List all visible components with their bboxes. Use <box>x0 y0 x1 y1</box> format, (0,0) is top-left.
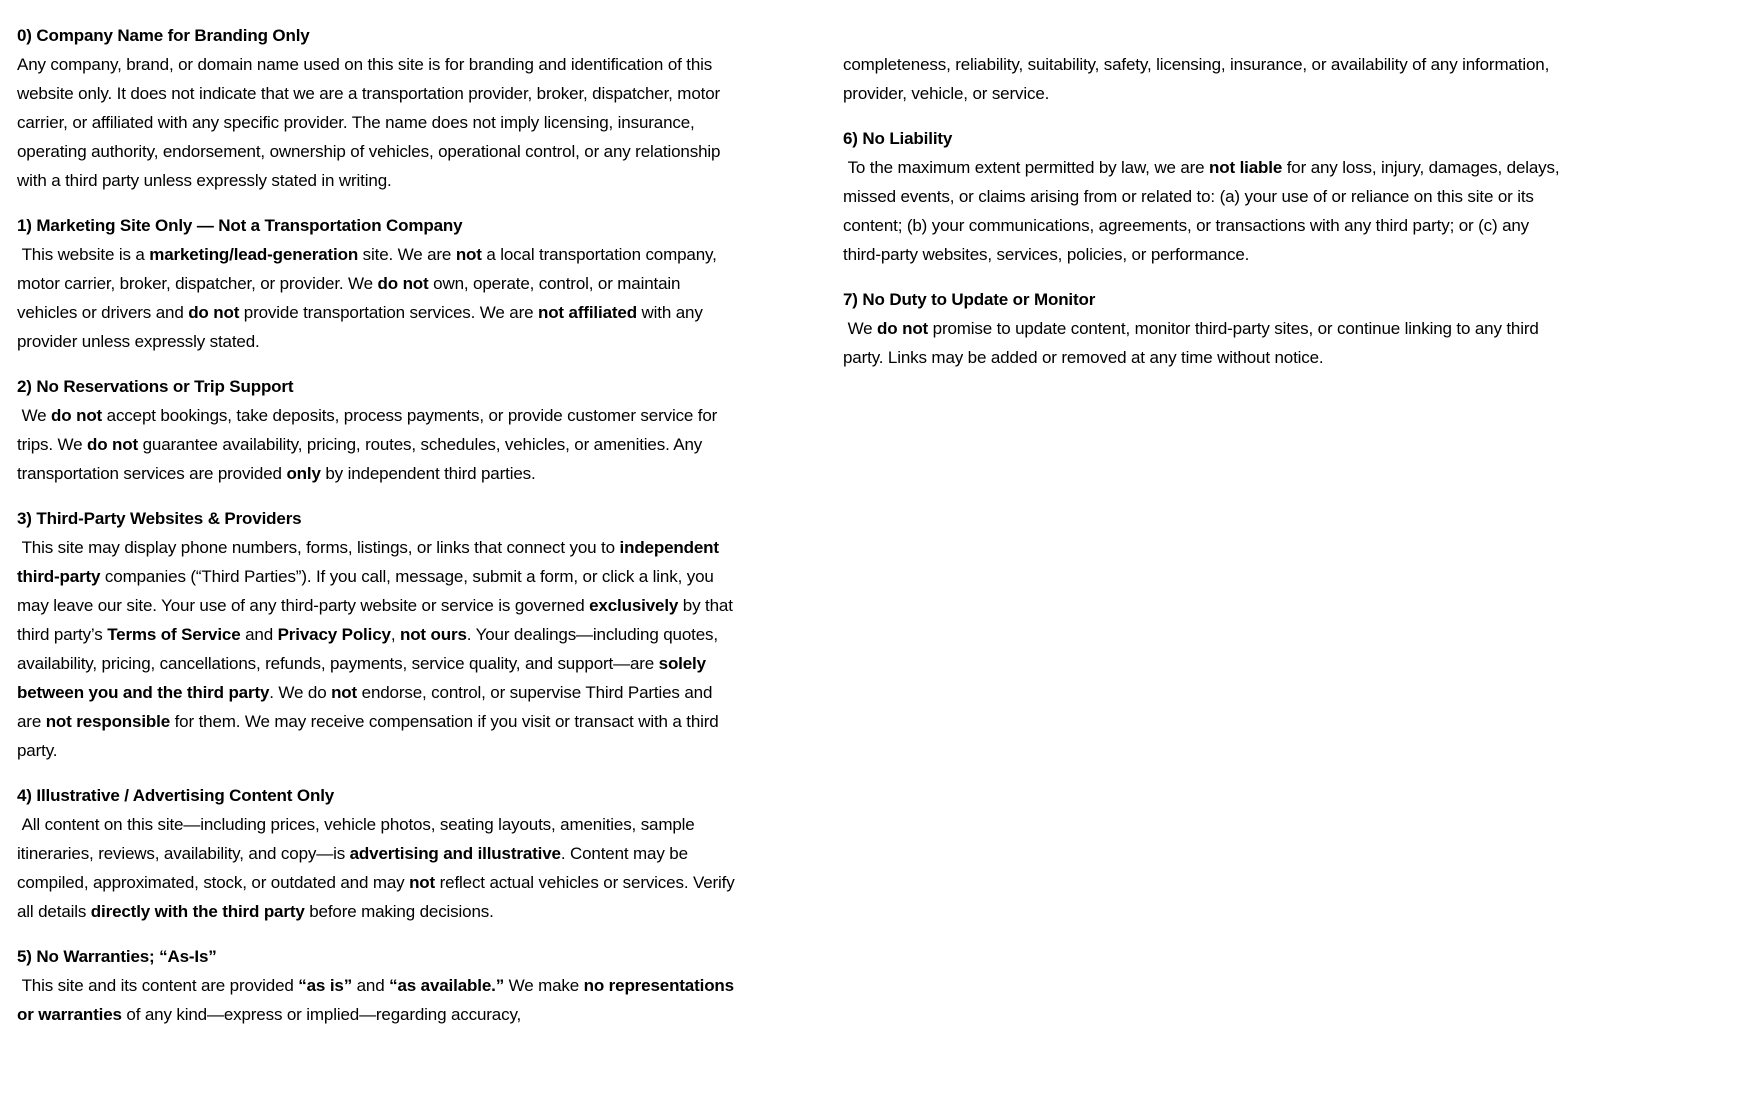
bold-text-run: not liable <box>1209 158 1283 177</box>
bold-text-run: not <box>331 683 358 702</box>
text-run: site. We are <box>358 245 456 264</box>
text-run: . We do <box>269 683 332 702</box>
section-heading: 2) No Reservations or Trip Support <box>17 377 294 396</box>
bold-text-run: do not <box>188 303 240 322</box>
section-heading: 3) Third-Party Websites & Providers <box>17 509 302 528</box>
bold-text-run: advertising and illustrative <box>349 844 561 863</box>
text-run: for any loss, injury, damages, delays, missed events, or claims arising from or related to: (a) your use of or reliance on this site or its content; (b) your communications, agreements, or transactions with any third party; or (c) any third-party websites, services, policies, or performance. <box>843 158 1565 264</box>
text-run: We <box>843 319 878 338</box>
bold-text-run: do not <box>877 319 929 338</box>
bold-text-run: “as is” <box>298 976 353 995</box>
bold-text-run: not affiliated <box>537 303 637 322</box>
text-run: This site may display phone numbers, forms, listings, or links that connect you to <box>17 538 620 557</box>
bold-text-run: only <box>286 464 321 483</box>
section <box>17 942 739 1029</box>
text-run: , <box>390 625 400 644</box>
section-heading: 6) No Liability <box>843 129 953 148</box>
section <box>17 21 739 195</box>
section <box>17 781 739 926</box>
text-run: . Content may be compiled, approximated, stock, or outdated and may <box>17 844 693 892</box>
section-heading: 0) Company Name for Branding Only <box>17 26 310 45</box>
text-run: We <box>17 406 52 425</box>
text-run: To the maximum extent permitted by law, we are <box>843 158 1210 177</box>
bold-text-run: not <box>409 873 436 892</box>
text-run: and <box>240 625 278 644</box>
section-continuation <box>843 50 1565 108</box>
text-run: by that third party’s <box>17 596 738 644</box>
bold-text-run: Privacy Policy <box>277 625 391 644</box>
bold-text-run: not ours <box>399 625 467 644</box>
text-run: with any provider unless expressly stated. <box>17 303 708 351</box>
bold-text-run: no representations or warranties <box>17 976 739 1024</box>
text-run: own, operate, control, or maintain vehicles or drivers and <box>17 274 685 322</box>
text-run: We make <box>504 976 584 995</box>
text-run: and <box>352 976 390 995</box>
bold-text-run: exclusively <box>589 596 679 615</box>
text-run: promise to update content, monitor third-party sites, or continue linking to any third party. Links may be added or removed at any time without notice. <box>843 319 1544 367</box>
bold-text-run: not <box>455 245 482 264</box>
section <box>17 211 739 356</box>
text-run: . Your dealings—including quotes, availability, pricing, cancellations, refunds, payments, service quality, and support—are <box>17 625 723 673</box>
column-right <box>843 21 1565 1045</box>
bold-text-run: Terms of Service <box>107 625 241 644</box>
text-run: guarantee availability, pricing, routes, schedules, vehicles, or amenities. Any transportation services are provided <box>17 435 707 483</box>
text-run: of any kind—express or implied—regarding accuracy, <box>121 1005 522 1024</box>
bold-text-run: marketing/lead-generation <box>149 245 359 264</box>
bold-text-run: independent third-party <box>17 538 724 586</box>
text-run: completeness, reliability, suitability, safety, licensing, insurance, or availability of any information, provider, vehicle, or service. <box>843 55 1554 103</box>
bold-text-run: “as available.” <box>389 976 505 995</box>
bold-text-run: do not <box>377 274 429 293</box>
column-left <box>17 21 739 1045</box>
section-heading: 1) Marketing Site Only — Not a Transportation Company <box>17 216 463 235</box>
text-run: accept bookings, take deposits, process payments, or provide customer service for trips. We <box>17 406 722 454</box>
text-run: Any company, brand, or domain name used on this site is for branding and identification of this website only. It does not indicate that we are a transportation provider, broker, dispatcher, motor carrier, or affiliated with any specific provider. The name does not imply licensing, insurance, operating authority, endorsement, ownership of vehicles, operational control, or any relationship with a third party unless expressly stated in writing. <box>17 55 725 190</box>
bold-text-run: do not <box>51 406 103 425</box>
section <box>843 285 1565 372</box>
bold-text-run: do not <box>86 435 139 454</box>
section <box>17 372 739 488</box>
text-run: This site and its content are provided <box>17 976 299 995</box>
section-heading: 4) Illustrative / Advertising Content Only <box>17 786 335 805</box>
text-run: reflect actual vehicles or services. Verify all details <box>17 873 740 921</box>
section-heading: 7) No Duty to Update or Monitor <box>843 290 1096 309</box>
bold-text-run: not responsible <box>45 712 171 731</box>
text-run: companies (“Third Parties”). If you call, message, submit a form, or click a link, you may leave our site. Your use of any third-party website or service is governed <box>17 567 719 615</box>
section <box>17 504 739 765</box>
text-run: a local transportation company, motor carrier, broker, dispatcher, or provider. We <box>17 245 722 293</box>
bold-text-run: directly with the third party <box>90 902 305 921</box>
section-heading: 5) No Warranties; “As-Is” <box>17 947 217 966</box>
text-run: before making decisions. <box>304 902 494 921</box>
bold-text-run: solely between you and the third party <box>17 654 711 702</box>
text-run: All content on this site—including prices, vehicle photos, seating layouts, amenities, sample itineraries, reviews, availability, and copy—is <box>17 815 700 863</box>
text-run: endorse, control, or supervise Third Parties and are <box>17 683 717 731</box>
section <box>843 124 1565 269</box>
text-run: by independent third parties. <box>320 464 536 483</box>
text-run: provide transportation services. We are <box>239 303 538 322</box>
text-run: This website is a <box>17 245 150 264</box>
text-run: for them. We may receive compensation if you visit or transact with a third party. <box>17 712 724 760</box>
